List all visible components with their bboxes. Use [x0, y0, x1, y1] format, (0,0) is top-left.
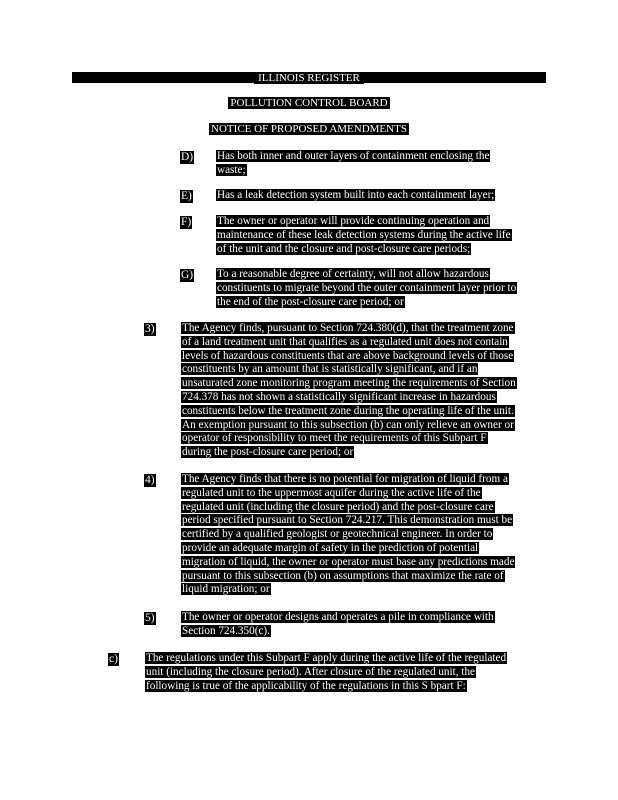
text-line: Has both inner and outer layers of containment enclosing the: [217, 150, 490, 162]
text-line: To a reasonable degree of certainty, will not allow hazardous: [217, 268, 489, 280]
item-text-3: [181, 322, 561, 460]
item-label-c: c): [109, 653, 118, 665]
text-line: liquid migration; or: [182, 583, 270, 596]
text-line: unsaturated zone monitoring program meeting the requirements of Section: [182, 377, 516, 390]
item-text-c: [145, 652, 555, 693]
item-label-5: 5): [145, 612, 155, 624]
text-line: regulated unit to the uppermost aquifer during the active life of the: [182, 486, 481, 499]
text-line: Has a leak detection system built into each containment layer;: [217, 189, 495, 201]
item-label-f: F): [181, 216, 192, 228]
text-line: An exemption pursuant to this subsection (b) can only relieve an owner or: [182, 418, 514, 431]
text-line: period specified pursuant to Section 724.217. This demonstration must be: [182, 514, 513, 527]
text-line: during the post-closure care period; or: [182, 446, 354, 459]
item-text-f: [216, 215, 556, 256]
item-text-d: [216, 150, 536, 178]
text-line: The Agency finds that there is no potential for migration of liquid from a: [182, 473, 508, 485]
text-line: constituents to migrate beyond the outer containment layer prior to: [217, 281, 517, 294]
text-line: certified by a qualified geologist or geotechnical engineer. In order to: [182, 528, 493, 541]
text-line: The owner or operator will provide continuing operation and: [217, 215, 490, 227]
text-line: maintenance of these leak detection systems during the active life: [217, 228, 511, 241]
item-label-d: D): [181, 151, 194, 163]
text-line: migration of liquid, the owner or operator must base any predictions made: [182, 555, 515, 568]
text-line: regulated unit (including the closure period) and the post-closure care: [182, 500, 494, 513]
notice-title: NOTICE OF PROPOSED AMENDMENTS: [211, 123, 407, 135]
text-line: The Agency finds, pursuant to Section 724.380(d), that the treatment zone: [182, 322, 514, 334]
text-line: operator of responsibility to meet the requirements of this Subpart F: [182, 432, 487, 445]
board-title: POLLUTION CONTROL BOARD: [230, 97, 388, 109]
register-title: ILLINOIS REGISTER: [0, 72, 618, 84]
item-text-g: [216, 268, 556, 309]
item-label-4: 4): [145, 474, 155, 486]
item-label-g: G): [181, 269, 194, 281]
text-line: constituents below the treatment zone during the operating life of the unit.: [182, 404, 514, 417]
text-line: unit (including the closure period). After closure of the regulated unit, the: [146, 665, 475, 678]
text-line: of a land treatment unit that qualifies as a regulated unit does not contain: [182, 335, 508, 348]
text-line: waste;: [217, 163, 246, 176]
text-line: levels of hazardous constituents that are above background levels of those: [182, 349, 514, 362]
text-line: provide an adequate margin of safety in the prediction of potential: [182, 541, 479, 554]
item-label-e: E): [181, 190, 192, 202]
item-text-e: [216, 189, 556, 203]
text-line: The owner or operator designs and operates a pile in compliance with: [182, 611, 494, 623]
text-line: pursuant to this subsection (b) on assumptions that maximize the rate of: [182, 569, 504, 582]
text-line: constituents by an amount that is statistically significant, and if an: [182, 363, 478, 376]
text-line: The regulations under this Subpart F apply during the active life of the regulated: [146, 652, 507, 664]
item-text-4: [181, 473, 561, 597]
text-line: Section 724.350(c).: [182, 624, 270, 637]
text-line: 724.378 has not shown a statistically significant increase in hazardous: [182, 390, 496, 403]
item-text-5: [181, 611, 561, 639]
text-line: the end of the post-closure care period; or: [217, 295, 404, 308]
item-label-3: 3): [145, 323, 155, 335]
text-line: following is true of the applicability of the regulations in this S bpart F:: [146, 679, 466, 692]
text-line: of the unit and the closure and post-closure care periods;: [217, 242, 471, 255]
